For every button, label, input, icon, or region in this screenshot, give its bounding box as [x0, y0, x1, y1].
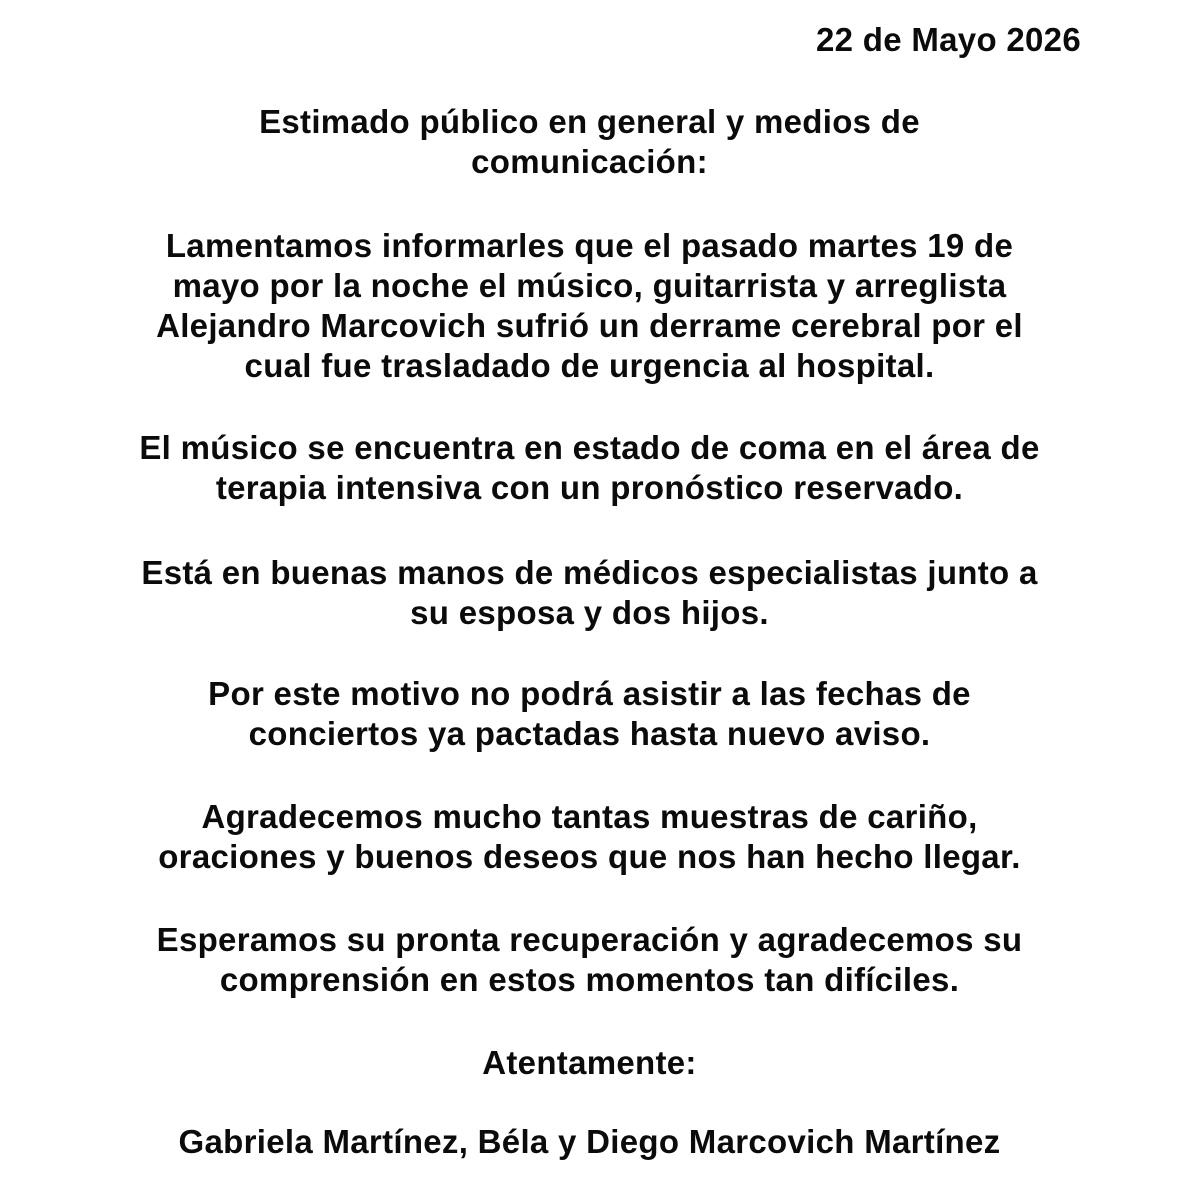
greeting — [0, 102, 1179, 182]
paragraph-line: Agradecemos mucho tantas muestras de cariño, — [201, 798, 978, 835]
closing — [0, 1043, 1179, 1083]
greeting-line: comunicación: — [471, 143, 708, 180]
paragraph-line: Alejandro Marcovich sufrió un derrame cerebral por el — [156, 307, 1023, 344]
paragraph-line: Esperamos su pronta recuperación y agradecemos su — [156, 921, 1023, 958]
paragraph-line: Lamentamos informarles que el pasado martes 19 de — [165, 227, 1014, 264]
letter-date: 22 de Mayo 2026 — [816, 21, 1081, 58]
paragraph-line: mayo por la noche el músico, guitarrista y arreglista — [172, 267, 1007, 304]
paragraph-line: cual fue trasladado de urgencia al hospital. — [244, 347, 935, 384]
paragraph-line: su esposa y dos hijos. — [410, 594, 769, 631]
signature-line: Gabriela Martínez, Béla y Diego Marcovich Martínez — [178, 1123, 1001, 1160]
paragraph-line: Por este motivo no podrá asistir a las fechas de — [208, 675, 971, 712]
paragraph-thanks — [0, 797, 1179, 877]
paragraph-line: Está en buenas manos de médicos especialistas junto a — [141, 554, 1038, 591]
paragraph-line: El músico se encuentra en estado de coma en el área de — [139, 429, 1040, 466]
closing-line: Atentamente: — [482, 1044, 697, 1081]
paragraph-announcement — [0, 226, 1179, 386]
paragraph-concerts — [0, 674, 1179, 754]
paragraph-line: oraciones y buenos deseos que nos han hecho llegar. — [158, 838, 1021, 875]
paragraph-line: conciertos ya pactadas hasta nuevo aviso. — [248, 715, 931, 752]
signature — [0, 1122, 1179, 1162]
greeting-line: Estimado público en general y medios de — [259, 103, 920, 140]
paragraph-hope — [0, 920, 1179, 1000]
paragraph-care — [0, 553, 1179, 633]
paragraph-condition — [0, 428, 1179, 508]
paragraph-line: comprensión en estos momentos tan difíciles. — [219, 961, 960, 998]
paragraph-line: terapia intensiva con un pronóstico reservado. — [215, 469, 964, 506]
